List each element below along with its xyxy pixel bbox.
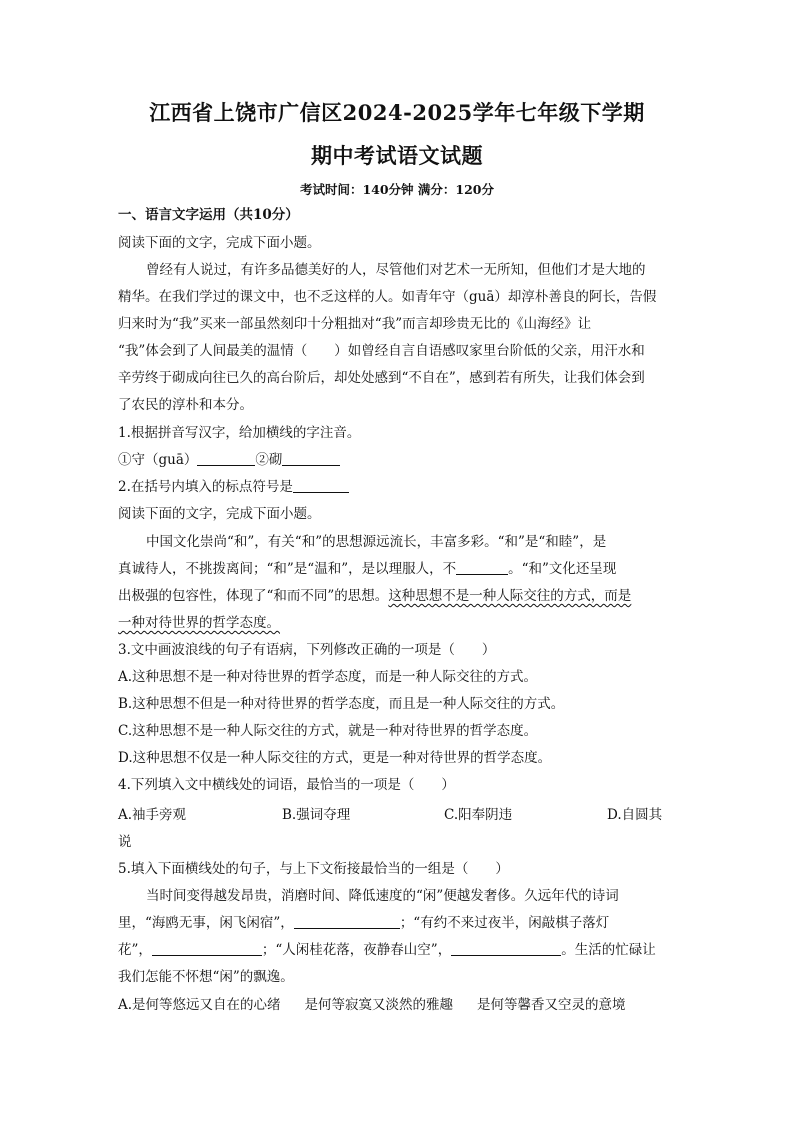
q5-option-a-part: A.是何等悠远又自在的心绪 xyxy=(118,997,281,1013)
q1-blank-a[interactable] xyxy=(197,451,255,466)
passage2-blank[interactable] xyxy=(456,560,508,575)
q3-option-c[interactable]: C.这种思想不是一种人际交往的方式，就是一种对待世界的哲学态度。 xyxy=(118,723,538,739)
q4-option-a[interactable]: A.袖手旁观 xyxy=(118,807,187,823)
q1-blank-b[interactable] xyxy=(282,451,340,466)
passage2-text: 。“和”文化还呈现 xyxy=(508,561,617,577)
q3-option-a[interactable]: A.这种思想不是一种对待世界的哲学态度，而是一种人际交往的方式。 xyxy=(118,669,538,685)
q5-option-a-part: 是何等馨香又空灵的意境 xyxy=(477,997,626,1013)
passage1-line: 精华。在我们学过的课文中，也不乏这样的人。如青年守（guā）却淳朴善良的阿长，告假 xyxy=(118,289,657,305)
q4-option-b[interactable]: B.强词夺理 xyxy=(282,807,351,823)
question-5: 5.填入下面横线处的句子，与上下文衔接最恰当的一组是（ ） xyxy=(118,861,509,877)
q1-sub-a-label: ①守（guā） xyxy=(118,452,198,468)
passage3-line xyxy=(118,940,678,960)
passage3-blank-2[interactable] xyxy=(152,941,262,956)
exam-title-line1: 江西省上饶市广信区2024-2025学年七年级下学期 xyxy=(149,100,645,125)
passage3-text: 。生活的忙碌让 xyxy=(561,942,656,958)
question-3: 3.文中画波浪线的句子有语病，下列修改正确的一项是（ ） xyxy=(118,642,496,658)
question-2 xyxy=(118,477,678,497)
q3-option-d[interactable]: D.这种思想不仅是一种人际交往的方式，更是一种对待世界的哲学态度。 xyxy=(118,750,552,766)
q4-option-c[interactable]: C.阳奉阴违 xyxy=(444,807,513,823)
passage1-line: 了农民的淳朴和本分。 xyxy=(118,397,253,413)
passage2-line xyxy=(118,613,678,633)
section-heading: 一、语言文字运用（共10分） xyxy=(118,207,299,223)
passage1-line: 归来时为“我”买来一部虽然刻印十分粗拙对“我”而言却珍贵无比的《山海经》让 xyxy=(118,316,592,332)
passage3-blank-1[interactable] xyxy=(294,914,400,929)
wavy-underlined-sentence: 这种思想不是一种人际交往的方式，而是 xyxy=(388,588,632,604)
question-4: 4.下列填入文中横线处的词语，最恰当的一项是（ ） xyxy=(118,777,455,793)
passage2-text: 真诚待人，不挑拨离间；“和”是“温和”，是以理服人，不 xyxy=(118,561,457,577)
passage1-line: 辛劳终于砌成向往已久的高台阶后，却处处感到“不自在”，感到若有所失，让我们体会到 xyxy=(118,370,645,386)
q1-sub-b-label: ②砌 xyxy=(255,452,283,468)
passage3-text: 里，“海鸥无事，闲飞闲宿”， xyxy=(118,915,294,931)
q5-option-a-part: 是何等寂寞又淡然的雅趣 xyxy=(304,997,454,1013)
question-1: 1.根据拼音写汉字，给加横线的字注音。 xyxy=(118,425,361,441)
passage1-line: “我”体会到了人间最美的温情（ ）如曾经自言自语感叹家里台阶低的父亲，用汗水和 xyxy=(118,343,645,359)
question-1-answers xyxy=(118,450,678,470)
exam-title-line2: 期中考试语文试题 xyxy=(311,143,483,168)
passage3-line xyxy=(118,913,678,933)
reading-instruction-2: 阅读下面的文字，完成下面小题。 xyxy=(118,506,321,522)
q3-option-b[interactable]: B.这种思想不但是一种对待世界的哲学态度，而且是一种人际交往的方式。 xyxy=(118,696,565,712)
passage2-line: 中国文化崇尚“和”，有关“和”的思想源远流长，丰富多彩。“和”是“和睦”，是 xyxy=(146,534,607,550)
wavy-underlined-sentence: 一种对待世界的哲学态度。 xyxy=(118,615,280,631)
passage3-text: ；“人闲桂花落，夜静春山空”， xyxy=(261,942,452,958)
passage3-line: 当时间变得越发昂贵，消磨时间、降低速度的“闲”便越发奢侈。久远年代的诗词 xyxy=(146,888,619,904)
reading-instruction-1: 阅读下面的文字，完成下面小题。 xyxy=(118,235,321,251)
question-2-text: 2.在括号内填入的标点符号是 xyxy=(118,479,293,495)
q5-option-a[interactable] xyxy=(118,995,678,1015)
q4-option-d-wrap: 说 xyxy=(118,834,132,850)
q4-option-d[interactable]: D.自圆其 xyxy=(607,807,663,823)
passage3-line: 我们怎能不怀想“闲”的飘逸。 xyxy=(118,969,294,985)
passage2-line xyxy=(118,586,678,606)
q2-blank[interactable] xyxy=(293,478,349,493)
passage1-line: 曾经有人说过，有许多品德美好的人，尽管他们对艺术一无所知，但他们才是大地的 xyxy=(146,262,646,278)
passage3-text: ；“有约不来过夜半，闲敲棋子落灯 xyxy=(399,915,610,931)
passage2-text: 出极强的包容性，体现了“和而不同”的思想。 xyxy=(118,588,389,604)
passage3-blank-3[interactable] xyxy=(451,941,561,956)
passage3-text: 花”， xyxy=(118,942,152,958)
passage2-line xyxy=(118,559,678,579)
exam-info: 考试时间：140分钟 满分：120分 xyxy=(299,182,495,197)
